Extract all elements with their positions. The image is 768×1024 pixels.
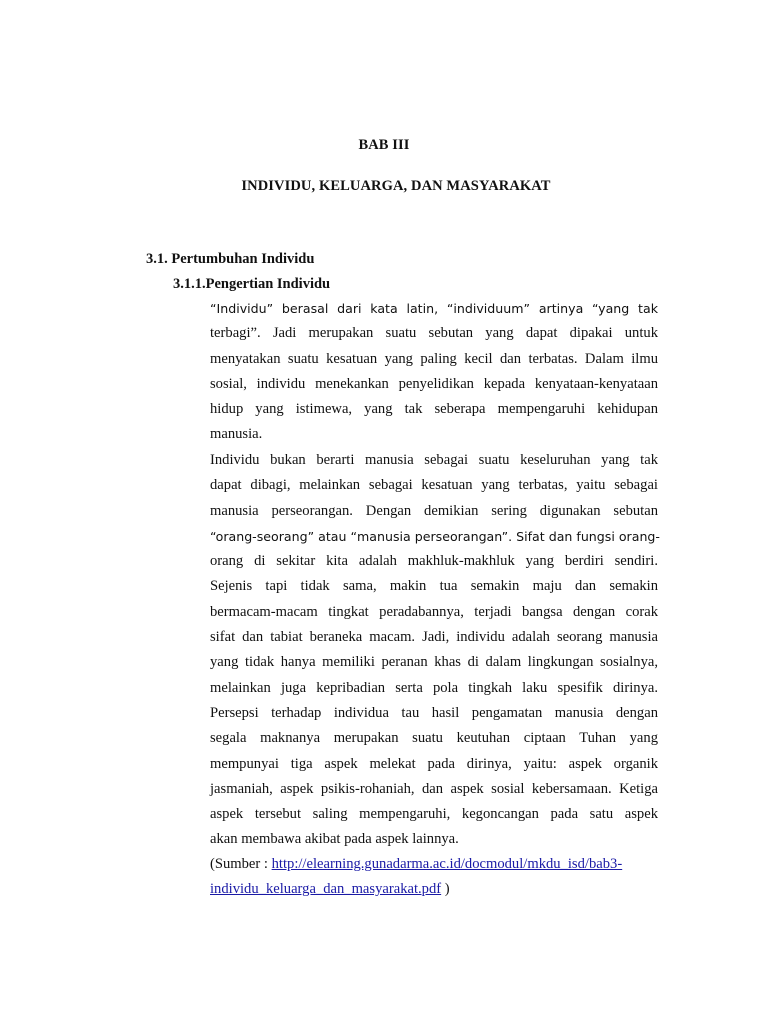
paragraph-line: akan membawa akibat pada aspek lainnya. — [210, 831, 459, 848]
paragraph-line: menyatakan suatu kesatuan yang paling kecil dan terbatas. Dalam ilmu — [210, 350, 658, 367]
paragraph-line: Sejenis tapi tidak sama, makin tua semakin maju dan semakin — [210, 578, 658, 595]
paragraph-line: manusia. — [210, 426, 263, 443]
chapter-title: INDIVIDU, KELUARGA, DAN MASYARAKAT — [241, 178, 551, 194]
paragraph-line: manusia perseorangan. Dengan demikian sering digunakan sebutan — [210, 502, 658, 519]
subsection-number: 3.1.1. — [173, 276, 206, 292]
paragraph-line: sifat dan tabiat beraneka macam. Jadi, individu adalah seorang manusia — [210, 629, 658, 646]
paragraph-line: sosial, individu menekankan penyelidikan kepada kenyataan-kenyataan — [210, 375, 658, 392]
source-suffix: ) — [441, 881, 450, 898]
paragraph-line: “Individu” berasal dari kata latin, “individuum” artinya “yang tak — [210, 301, 658, 316]
line-continuation: Sifat dan fungsi orang- — [512, 528, 660, 544]
source-prefix: (Sumber : — [210, 856, 272, 872]
paragraph-line: aspek tersebut saling mempengaruhi, kegoncangan pada satu aspek — [210, 806, 658, 823]
paragraph-line: segala maknanya merupakan suatu keutuhan ciptaan Tuhan yang — [210, 730, 658, 747]
chapter-heading: BAB III — [358, 137, 410, 153]
paragraph-line: dapat dibagi, melainkan sebagai kesatuan yang terbatas, yaitu sebagai — [210, 477, 658, 494]
quoted-terms: “orang-seorang” atau “manusia perseorangan”. — [210, 528, 513, 544]
paragraph-2 — [210, 448, 658, 853]
paragraph-line: mempunyai tiga aspek melekat pada dirinya, yaitu: aspek organik — [210, 755, 658, 772]
paragraph-line: bermacam-macam tingkat peradabannya, terjadi bangsa dengan corak — [210, 603, 658, 620]
source-link[interactable]: http://elearning.gunadarma.ac.id/docmodul/mkdu_isd/bab3- — [271, 856, 623, 872]
paragraph-line: melainkan juga kepribadian serta pola tingkah laku spesifik dirinya. — [210, 679, 658, 696]
subsection-heading — [173, 276, 330, 293]
paragraph-line: orang di sekitar kita adalah makhluk-makhluk yang berdiri sendiri. — [210, 553, 658, 570]
paragraph-1 — [210, 296, 658, 448]
paragraph-line — [210, 524, 658, 549]
paragraph-line: hidup yang istimewa, yang tak seberapa mempengaruhi kehidupan — [210, 401, 658, 418]
source-link[interactable]: individu_keluarga_dan_masyarakat.pdf — [210, 881, 442, 898]
paragraph-line: Individu bukan berarti manusia sebagai suatu keseluruhan yang tak — [210, 452, 658, 468]
subsection-title: Pengertian Individu — [205, 276, 331, 292]
paragraph-line: Persepsi terhadap individua tau hasil pengamatan manusia dengan — [210, 704, 658, 721]
paragraph-line: yang tidak hanya memiliki peranan khas di dalam lingkungan sosialnya, — [210, 654, 658, 671]
section-heading: 3.1. Pertumbuhan Individu — [146, 251, 315, 267]
paragraph-line: terbagi”. Jadi merupakan suatu sebutan yang dapat dipakai untuk — [210, 325, 658, 342]
source-citation — [210, 852, 660, 903]
paragraph-line: jasmaniah, aspek psikis-rohaniah, dan aspek sosial kebersamaan. Ketiga — [210, 780, 658, 797]
source-line — [210, 877, 660, 902]
source-line — [210, 852, 660, 877]
